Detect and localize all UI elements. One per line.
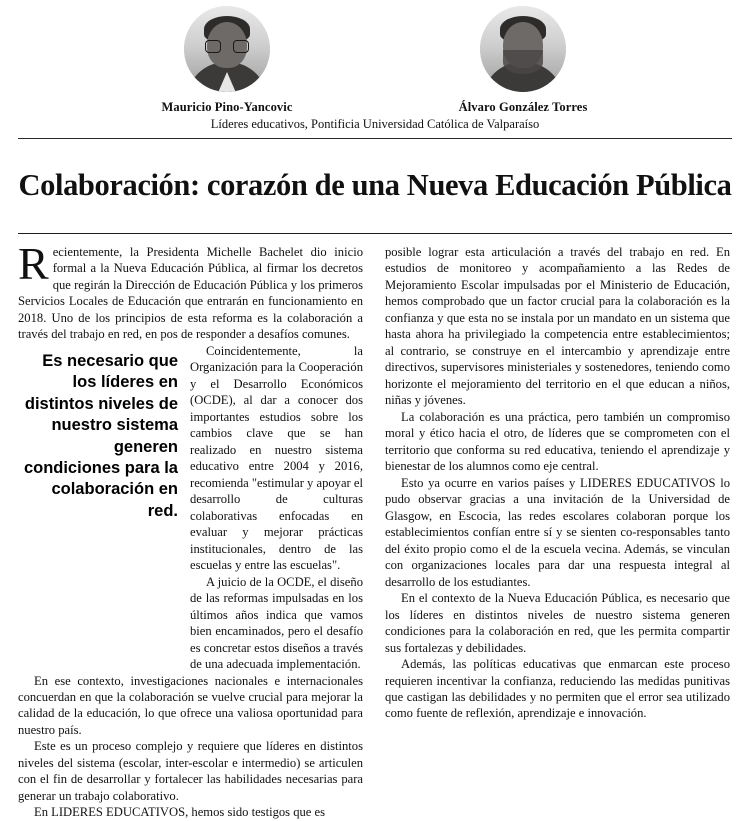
portrait-photo-alvaro <box>480 6 566 92</box>
paragraph: Además, las políticas educativas que enmarcan este proceso requieren incentivar la confianza, reduciendo las medidas punitivas que castigan las debilidades y no permiten que el error sea utilizado como fuente de reflexión, aprendizaje e innovación. <box>385 657 730 721</box>
paragraph: Esto ya ocurre en varios países y LIDERES EDUCATIVOS lo pudo observar gracias a una invitación de la Universidad de Glasgow, en Escocia, las redes escolares colaboran porque los establecimientos confían entre sí y se sienten co-responsables tanto del éxito propio como el de la escuela vecina. Además, se vinculan con organizaciones locales para dar una respuesta integral al desarrollo de los estudiantes. <box>385 475 730 589</box>
paragraph: Recientemente, la Presidenta Michelle Bachelet dio inicio formal a la Nueva Educación Pública, al firmar los decretos que regirán la Dirección de Educación Pública y los primeros Servicios Locales de Educación que entrarán en funcionamiento en 2018. Uno de los principios de esta reforma es la colaboración a través del trabajo en red, en pos de responder a desafíos comunes. <box>18 237 363 342</box>
divider-top <box>18 138 732 139</box>
paragraph: posible lograr esta articulación a través del trabajo en red. En estudios de monitoreo y acompañamiento a las Redes de Mejoramiento Escolar impulsadas por el Ministerio de Educación, hemos comprobado que un factor crucial para la colaboración es la confianza y que esta no se instala por un mandato en un sistema que hasta ahora ha privilegiado la competencia entre establecimientos; al contrario, se construye en el intercambio y aprendizaje entre directivos, supervisores ministeriales y sostenedores, teniendo como horizonte el mejoramiento del territorio en el que educan a niños, niñas y jóvenes. <box>385 244 730 408</box>
paragraph: Coincidentemente, la Organización para la Cooperación y el Desarrollo Económicos (OCDE), al dar a conocer dos importantes estudios sobre los cambios clave que se han realizado en nuestro sistema educativo entre 2004 y 2016, recomienda "estimular y apoyar el desarrollo de culturas colaborativas enfocadas en evaluar y mejorar prácticas institucionales, dentro de las escuelas y entre las escuelas". <box>190 343 363 573</box>
paragraph: En el contexto de la Nueva Educación Pública, es necesario que los líderes en distintos niveles de nuestro sistema generen condiciones para la colaboración en red, que les permita compartir sus fortalezas y debilidades. <box>385 591 730 655</box>
author-name: Mauricio Pino-Yancovic <box>161 100 293 114</box>
authors-row <box>18 0 732 115</box>
author-block-1 <box>127 6 327 115</box>
byline: Líderes educativos, Pontificia Universidad Católica de Valparaíso <box>210 117 540 131</box>
paragraph: En ese contexto, investigaciones nacionales e internacionales concuerdan en que la colaboración se vuelve crucial para mejorar la calidad de la educación, lo que ofrece una valiosa oportunidad para nuestro país. <box>18 673 363 737</box>
column-right <box>385 244 730 722</box>
portrait-photo-mauricio <box>184 6 270 92</box>
page-title: Colaboración: corazón de una Nueva Educación Pública <box>18 168 732 203</box>
paragraph: A juicio de la OCDE, el diseño de las reformas impulsadas en los últimos años indica que vamos bien encaminados, pero el desafío es concretar estos diseños a través de una adecuada implementación. <box>190 574 363 672</box>
author-block-2 <box>423 6 623 115</box>
paragraph: Este es un proceso complejo y requiere que líderes en distintos niveles del sistema (escolar, inter-escolar e intermedio) se articulen con el fin de desarrollar y fortalecer las habilidades necesarias para generar un trabajo colaborativo. <box>18 739 363 803</box>
paragraph: La colaboración es una práctica, pero también un compromiso moral y ético hacia el otro, de líderes que se comprometen con el territorio que conforma su red educativa, teniendo el aprendizaje y bienestar de los alumnos como eje central. <box>385 409 730 474</box>
pull-quote: Es necesario que los líderes en distintos niveles de nuestro sistema generen condiciones para la colaboración en red. <box>23 351 178 520</box>
author-name: Álvaro González Torres <box>458 100 588 114</box>
article-columns <box>18 237 732 821</box>
divider-under-title <box>18 233 732 234</box>
paragraph: En LIDERES EDUCATIVOS, hemos sido testigos que es <box>34 805 326 820</box>
column-left <box>18 237 363 821</box>
